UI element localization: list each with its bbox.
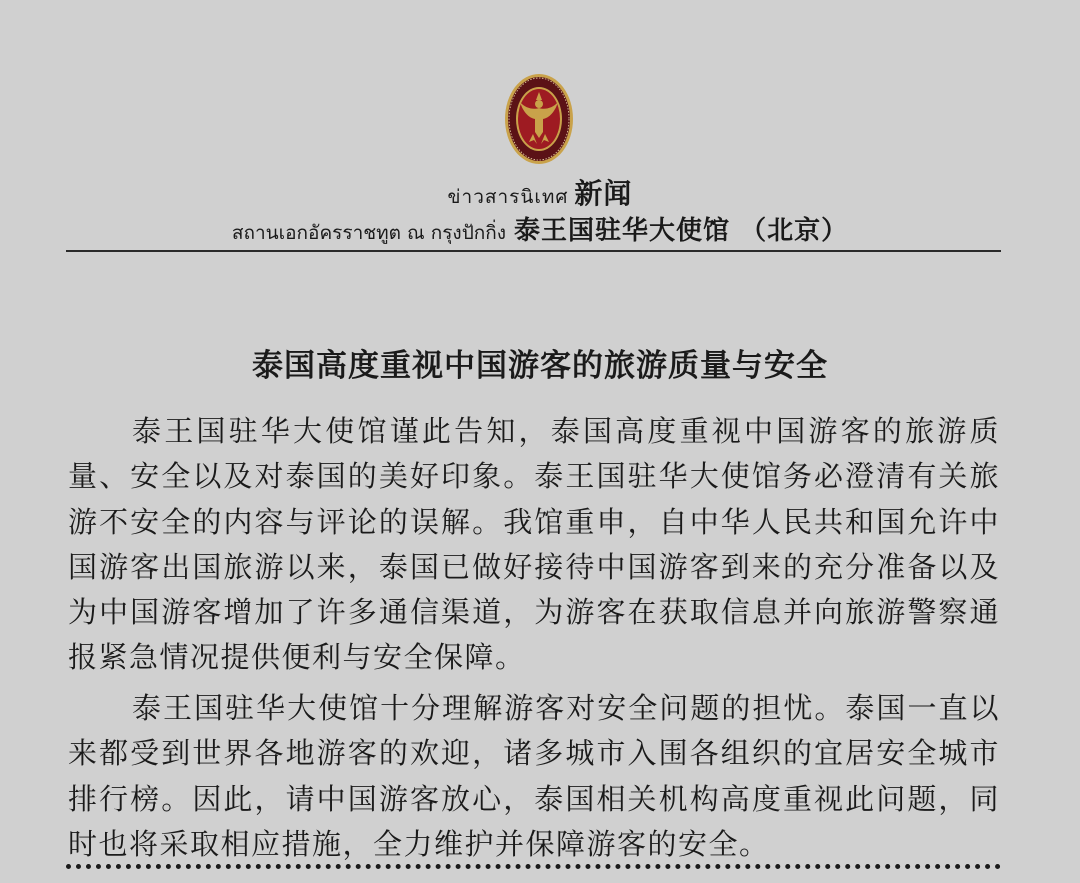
cn-embassy-label: 泰王国驻华大使馆 （北京） bbox=[514, 216, 849, 246]
thai-embassy-label: สถานเอกอัครราชทูต ณ กรุงปักกิ่ง bbox=[231, 222, 507, 244]
header-embassy-line bbox=[0, 213, 1080, 251]
footer-dotted-divider bbox=[66, 864, 1001, 869]
article-title: 泰国高度重视中国游客的旅游质量与安全 bbox=[252, 348, 828, 384]
article-paragraph-1: 泰王国驻华大使馆谨此告知，泰国高度重视中国游客的旅游质量、安全以及对泰国的美好印象。泰王国驻华大使馆务必澄清有关旅游不安全的内容与评论的误解。我馆重申，自中华人民共和国允许中国游客出国旅游以来，泰国已做好接待中国游客到来的充分准备以及为中国游客增加了许多通信渠道，为游客在获取信息并向旅游警察通报紧急情况提供便利与安全保障。 bbox=[68, 414, 1000, 675]
header-divider bbox=[66, 250, 1001, 252]
thai-news-label: ข่าวสารนิเทศ bbox=[447, 186, 569, 208]
garuda-emblem-icon bbox=[503, 72, 575, 166]
header-news-line bbox=[0, 174, 1080, 217]
cn-news-label: 新闻 bbox=[574, 177, 633, 210]
article-paragraph-2: 泰王国驻华大使馆十分理解游客对安全问题的担忧。泰国一直以来都受到世界各地游客的欢迎，诸多城市入围各组织的宜居安全城市排行榜。因此，请中国游客放心，泰国相关机构高度重视此问题，同时也将采取相应措施，全力维护并保障游客的安全。 bbox=[68, 691, 1000, 861]
